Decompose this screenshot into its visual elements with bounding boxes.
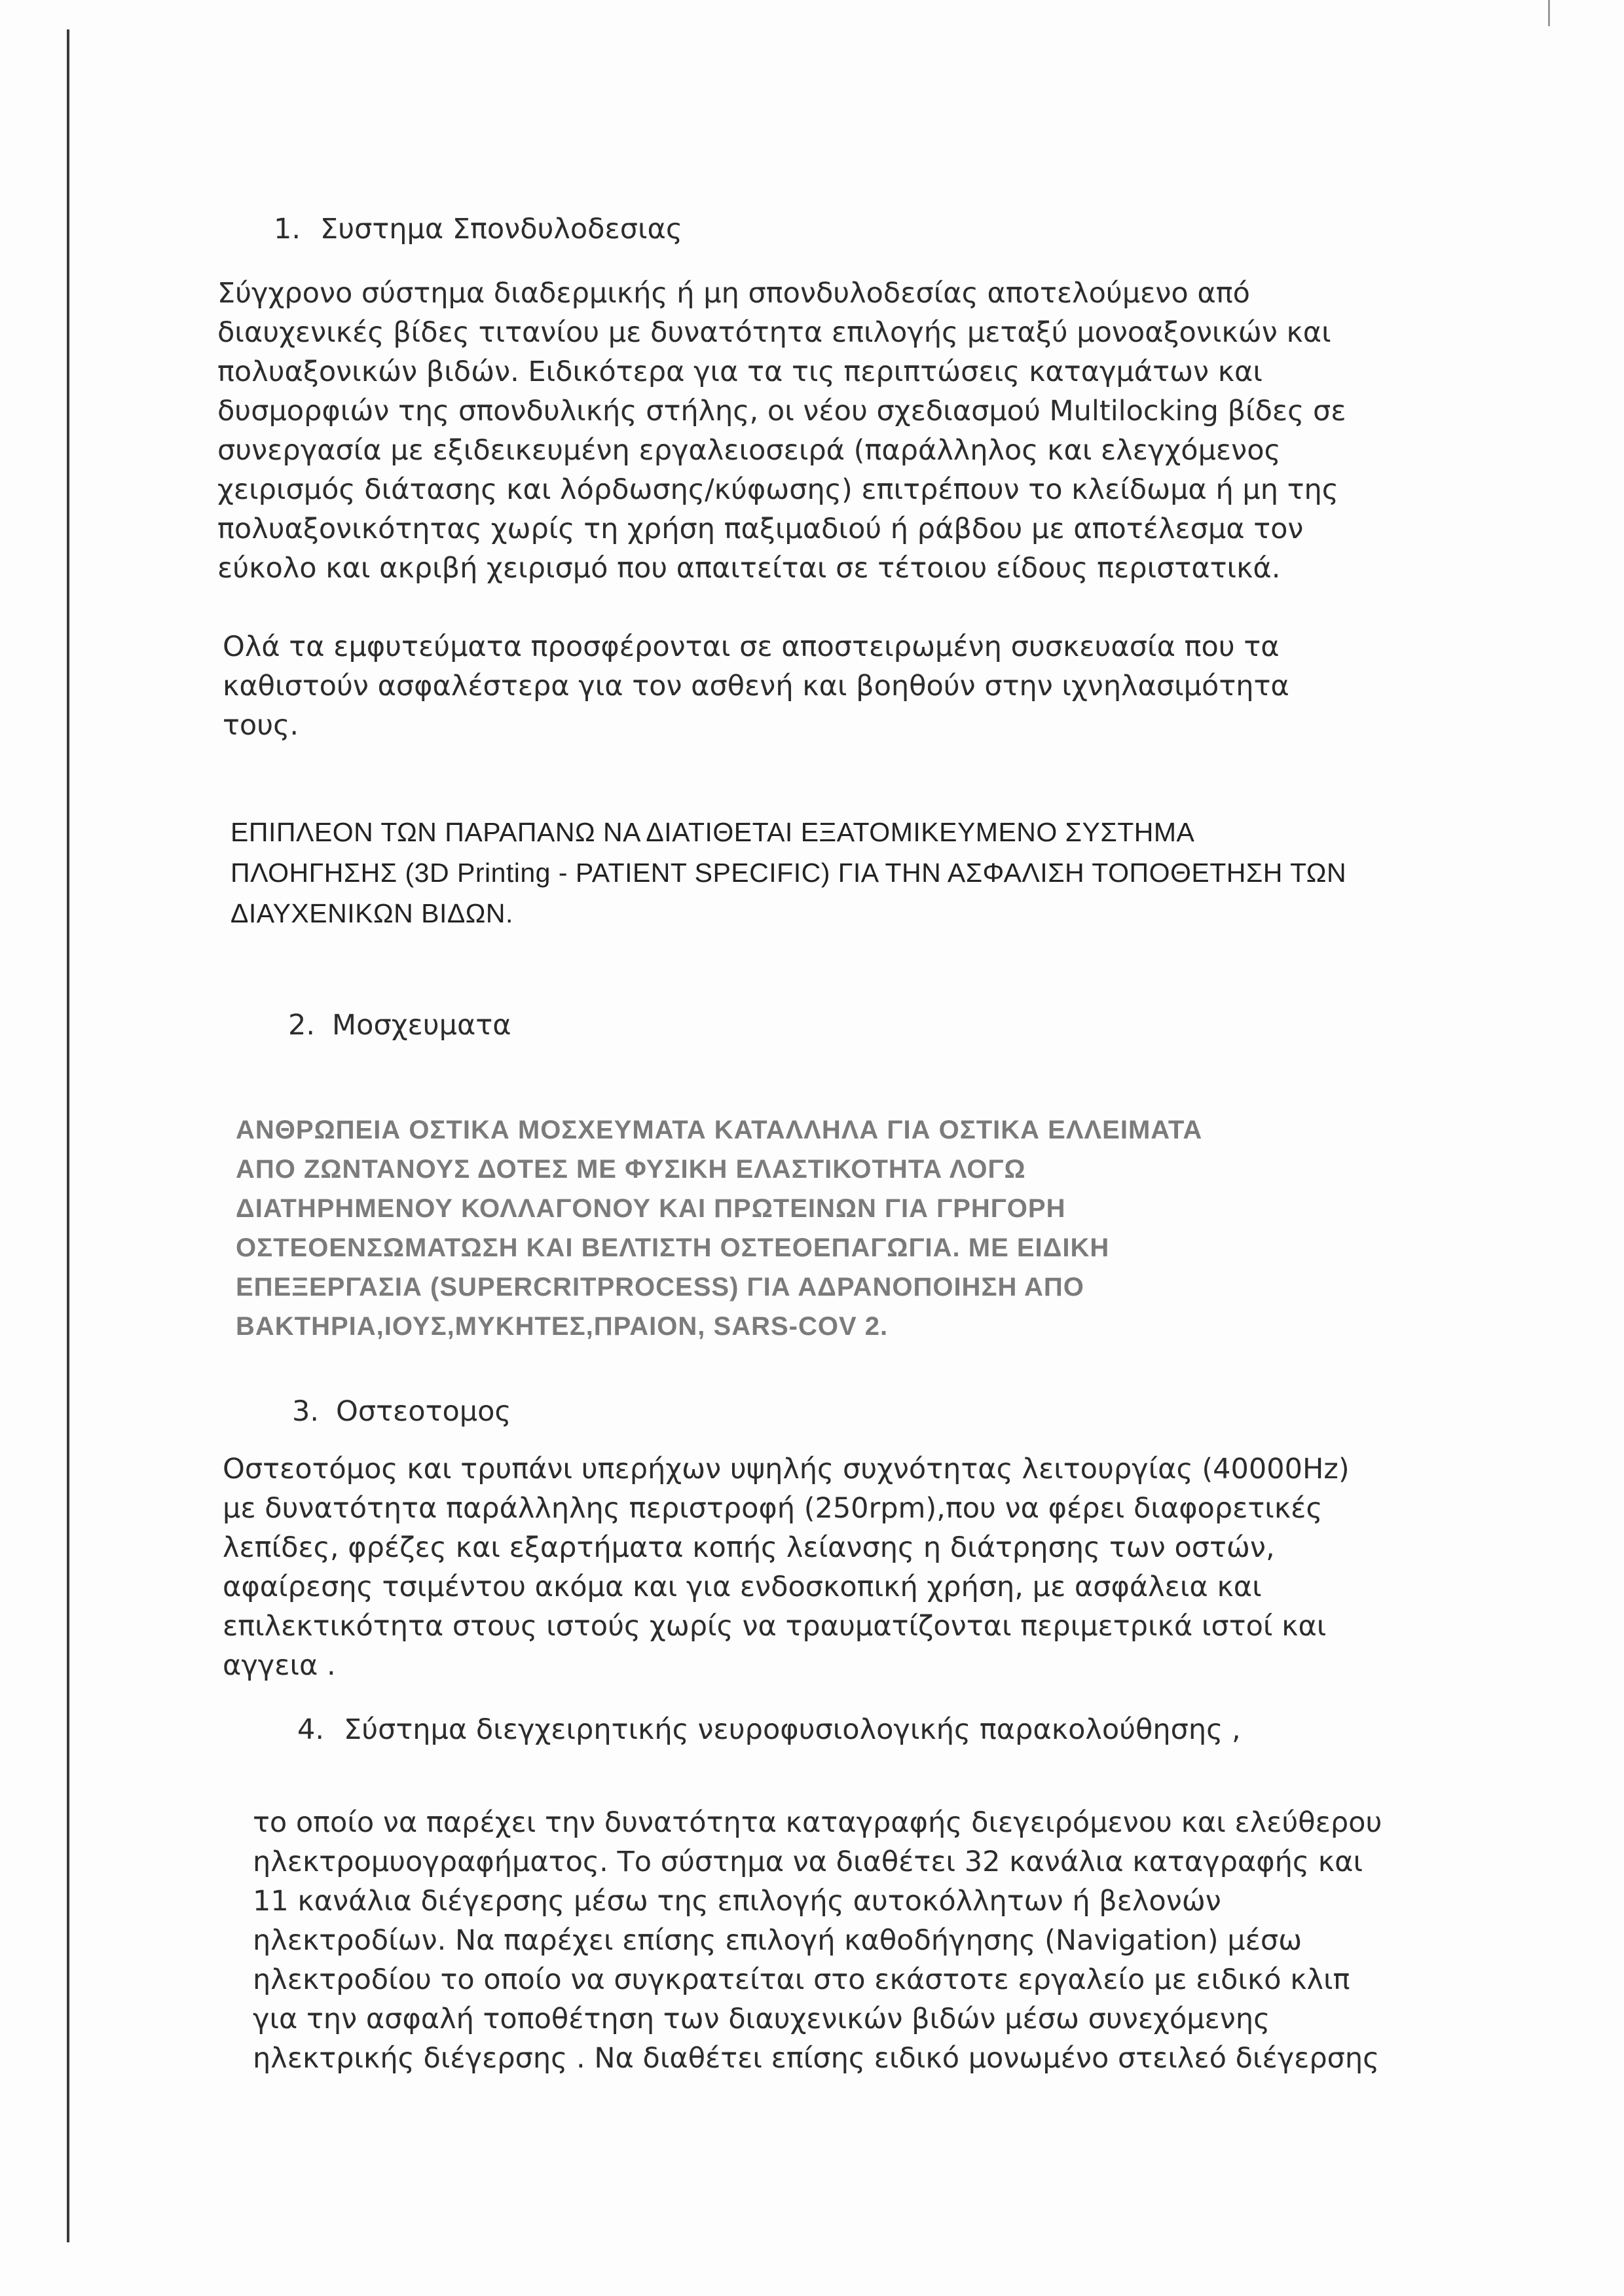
faded-text-line: ΔΙΑΤΗΡΗΜΕΝΟΥ ΚΟΛΛΑΓΟΝΟΥ ΚΑΙ ΠΡΩΤΕΙΝΩΝ ΓΙΑ ΓΡΗΓΟΡΗ: [236, 1194, 1066, 1223]
section-1-navigation-note: [231, 812, 1346, 934]
faded-text-line: ΟΣΤΕΟΕΝΣΩΜΑΤΩΣΗ ΚΑΙ ΒΕΛΤΙΣΤΗ ΟΣΤΕΟΕΠΑΓΩΓΙΑ. ΜΕ ΕΙΔΙΚΗ: [236, 1233, 1110, 1262]
section-2-title: Μοσχευματα: [332, 1009, 511, 1042]
text-line: για την ασφαλή τοποθέτηση των διαυχενικών βιδών μέσω συνεχόμενης: [253, 2003, 1270, 2035]
text-line: επιλεκτικότητα στους ιστούς χωρίς να τραυματίζονται περιμετρικά ιστοί και: [223, 1610, 1327, 1643]
text-line: καθιστούν ασφαλέστερα για τον ασθενή και βοηθούν στην ιχνηλασιμότητα: [223, 670, 1289, 702]
section-1-title: Συστημα Σπονδυλοδεσιας: [320, 213, 683, 246]
faded-text-line: ΑΠΟ ΖΩΝΤΑΝΟΥΣ ΔΟΤΕΣ ΜΕ ΦΥΣΙΚΗ ΕΛΑΣΤΙΚΟΤΗΤΑ ΛΟΓΩ: [236, 1155, 1026, 1184]
text-line: δυσμορφιών της σπονδυλικής στήλης, οι νέου σχεδιασμού Multilocking βίδες σε: [217, 395, 1346, 428]
text-line: ηλεκτρομυογραφήματος. Το σύστημα να διαθέτει 32 κανάλια καταγραφής και: [253, 1846, 1363, 1878]
section-2-heading: [288, 1007, 511, 1044]
section-4-heading: [297, 1711, 1241, 1748]
text-line: πολυαξονικότητας χωρίς τη χρήση παξιμαδιού ή ράβδου με αποτέλεσμα τον: [217, 513, 1304, 545]
section-1-paragraph-1: [217, 274, 1346, 588]
text-line: ηλεκτροδίων. Να παρέχει επίσης επιλογή καθοδήγησης (Navigation) μέσω: [253, 1924, 1302, 1957]
faded-text-line: ΑΝΘΡΩΠΕΙΑ ΟΣΤΙΚΑ ΜΟΣΧΕΥΜΑΤΑ ΚΑΤΑΛΛΗΛΑ ΓΙΑ ΟΣΤΙΚΑ ΕΛΛΕΙΜΑΤΑ: [236, 1116, 1203, 1144]
text-line: εύκολο και ακριβή χειρισμό που απαιτείται σε τέτοιου είδους περιστατικά.: [217, 552, 1281, 585]
section-2-number: 2.: [288, 1009, 316, 1042]
text-line: Σύγχρονο σύστημα διαδερμικής ή μη σπονδυλοδεσίας αποτελούμενο από: [217, 277, 1250, 310]
text-line: πολυαξονικών βιδών. Ειδικότερα για τα τις περιπτώσεις καταγμάτων και: [217, 355, 1263, 388]
text-line: αφαίρεσης τσιμέντου ακόμα και για ενδοσκοπική χρήση, με ασφάλεια και: [223, 1571, 1262, 1603]
section-1-paragraph-2: [223, 627, 1289, 745]
text-line: το οποίο να παρέχει την δυνατότητα καταγραφής διεγειρόμενου και ελεύθερου: [253, 1806, 1382, 1839]
section-3-title: Οστεοτομος: [336, 1395, 511, 1428]
text-line: με δυνατότητα παράλληλης περιστροφή (250rpm),που να φέρει διαφορετικές: [223, 1492, 1323, 1525]
caps-text-line: ΕΠΙΠΛΕΟΝ ΤΩΝ ΠΑΡΑΠΑΝΩ ΝΑ ΔΙΑΤΙΘΕΤΑΙ ΕΞΑΤΟΜΙΚΕΥΜΕΝΟ ΣΥΣΤΗΜΑ: [231, 817, 1195, 847]
text-line: τους.: [223, 709, 299, 742]
text-line: λεπίδες, φρέζες και εξαρτήματα κοπής λείανσης η διάτρησης των οστών,: [223, 1531, 1275, 1564]
text-line: Ολά τα εμφυτεύματα προσφέρονται σε αποστειρωμένη συσκευασία που τα: [223, 630, 1280, 663]
section-1-number: 1.: [274, 213, 301, 246]
caps-text-line: ΔΙΑΥΧΕΝΙΚΩΝ ΒΙΔΩΝ.: [231, 898, 513, 928]
text-line: ηλεκτρικής διέγερσης . Να διαθέτει επίσης ειδικό μονωμένο στειλεό διέγερσης: [253, 2042, 1380, 2075]
text-line: διαυχενικές βίδες τιτανίου με δυνατότητα επιλογής μεταξύ μονοαξονικών και: [217, 316, 1331, 349]
caps-text-line: ΠΛΟΗΓΗΣΗΣ (3D Printing - PATIENT SPECIFIC) ΓΙΑ ΤΗΝ ΑΣΦΑΛΙΣΗ ΤΟΠΟΘΕΤΗΣΗ ΤΩΝ: [231, 858, 1347, 888]
text-line: αγγεια .: [223, 1649, 336, 1682]
text-line: ηλεκτροδίου το οποίο να συγκρατείται στο εκάστοτε εργαλείο με ειδικό κλιπ: [253, 1963, 1350, 1996]
faded-text-line: ΕΠΕΞΕΡΓΑΣΙΑ (SUPERCRITPROCESS) ΓΙΑ ΑΔΡΑΝΟΠΟΙΗΣΗ ΑΠΟ: [236, 1273, 1084, 1302]
section-4-number: 4.: [297, 1713, 325, 1746]
text-line: χειρισμός διάτασης και λόρδωσης/κύφωσης) επιτρέπουν το κλείδωμα ή μη της: [217, 473, 1339, 506]
section-3-heading: [292, 1393, 511, 1430]
text-line: Οστεοτόμος και τρυπάνι υπερήχων υψηλής συχνότητας λειτουργίας (40000Hz): [223, 1453, 1350, 1485]
text-line: συνεργασία με εξιδεικευμένη εργαλειοσειρά (παράλληλος και ελεγχόμενος: [217, 434, 1281, 467]
section-3-osteotome-text: [223, 1449, 1350, 1685]
section-3-number: 3.: [292, 1395, 320, 1428]
section-1-heading: [274, 211, 682, 247]
left-margin-line: [67, 29, 69, 2242]
section-4-title: Σύστημα διεγχειρητικής νευροφυσιολογικής παρακολούθησης ,: [344, 1713, 1241, 1746]
section-4-monitoring-text: [253, 1803, 1382, 2078]
text-line: 11 κανάλια διέγερσης μέσω της επιλογής αυτοκόλλητων ή βελονών: [253, 1885, 1221, 1918]
scan-corner-mark: [1548, 0, 1550, 26]
faded-text-line: ΒΑΚΤΗΡΙΑ,ΙΟΥΣ,ΜΥΚΗΤΕΣ,ΠΡΑΙΟΝ, SARS-COV 2.: [236, 1312, 889, 1341]
section-2-grafts-text: [236, 1110, 1202, 1346]
